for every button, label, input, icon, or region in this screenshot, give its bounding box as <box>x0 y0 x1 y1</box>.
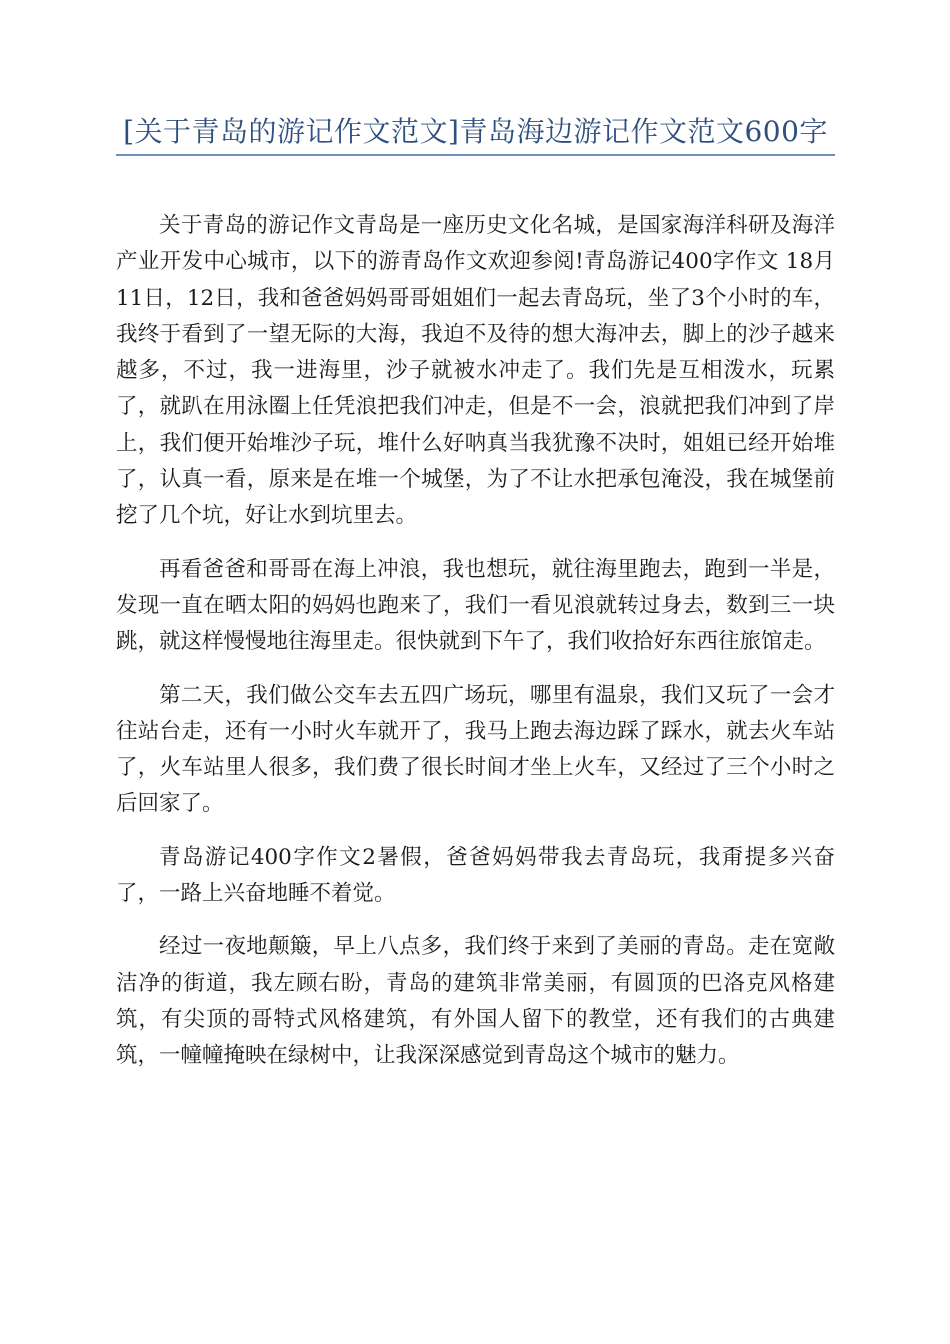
paragraph-3: 第二天，我们做公交车去五四广场玩，哪里有温泉，我们又玩了一会才往站台走，还有一小时火车就开了，我马上跑去海边踩了踩水，就去火车站了，火车站里人很多，我们费了很长时间才坐上火车，又经过了三个小时之后回家了。 <box>116 682 835 817</box>
paragraph-2: 再看爸爸和哥哥在海上冲浪，我也想玩，就往海里跑去，跑到一半是，发现一直在晒太阳的妈妈也跑来了，我们一看见浪就转过身去，数到三一块跳，就这样慢慢地往海里走。很快就到下午了，我们收拾好东西往旅馆走。 <box>116 556 835 655</box>
page-title: [关于青岛的游记作文范文]青岛海边游记作文范文600字 <box>123 115 828 148</box>
paragraph-4: 青岛游记400字作文2暑假，爸爸妈妈带我去青岛玩，我甭提多兴奋了，一路上兴奋地睡不着觉。 <box>116 844 835 907</box>
paragraph-1: 关于青岛的游记作文青岛是一座历史文化名城，是国家海洋科研及海洋产业开发中心城市，以下的游青岛作文欢迎参阅!青岛游记400字作文 18月11日，12日，我和爸爸妈妈哥哥姐姐们一起去青岛玩，坐了3个小时的车，我终于看到了一望无际的大海，我迫不及待的想大海冲去，脚上的沙子越来越多，不过，我一进海里，沙子就被水冲走了。我们先是互相泼水，玩累了，就趴在用泳圈上任凭浪把我们冲走，但是不一会，浪就把我们冲到了岸上，我们便开始堆沙子玩，堆什么好呐真当我犹豫不决时，姐姐已经开始堆了，认真一看，原来是在堆一个城堡，为了不让水把承包淹没，我在城堡前挖了几个坑，好让水到坑里去。 <box>116 213 835 529</box>
paragraph-5: 经过一夜地颠簸，早上八点多，我们终于来到了美丽的青岛。走在宽敞洁净的街道，我左顾右盼，青岛的建筑非常美丽，有圆顶的巴洛克风格建筑，有尖顶的哥特式风格建筑，有外国人留下的教堂，还有我们的古典建筑，一幢幢掩映在绿树中，让我深深感觉到青岛这个城市的魅力。 <box>116 934 835 1069</box>
title-underline <box>116 154 835 156</box>
title-block <box>116 113 835 156</box>
article-body <box>116 208 835 1092</box>
